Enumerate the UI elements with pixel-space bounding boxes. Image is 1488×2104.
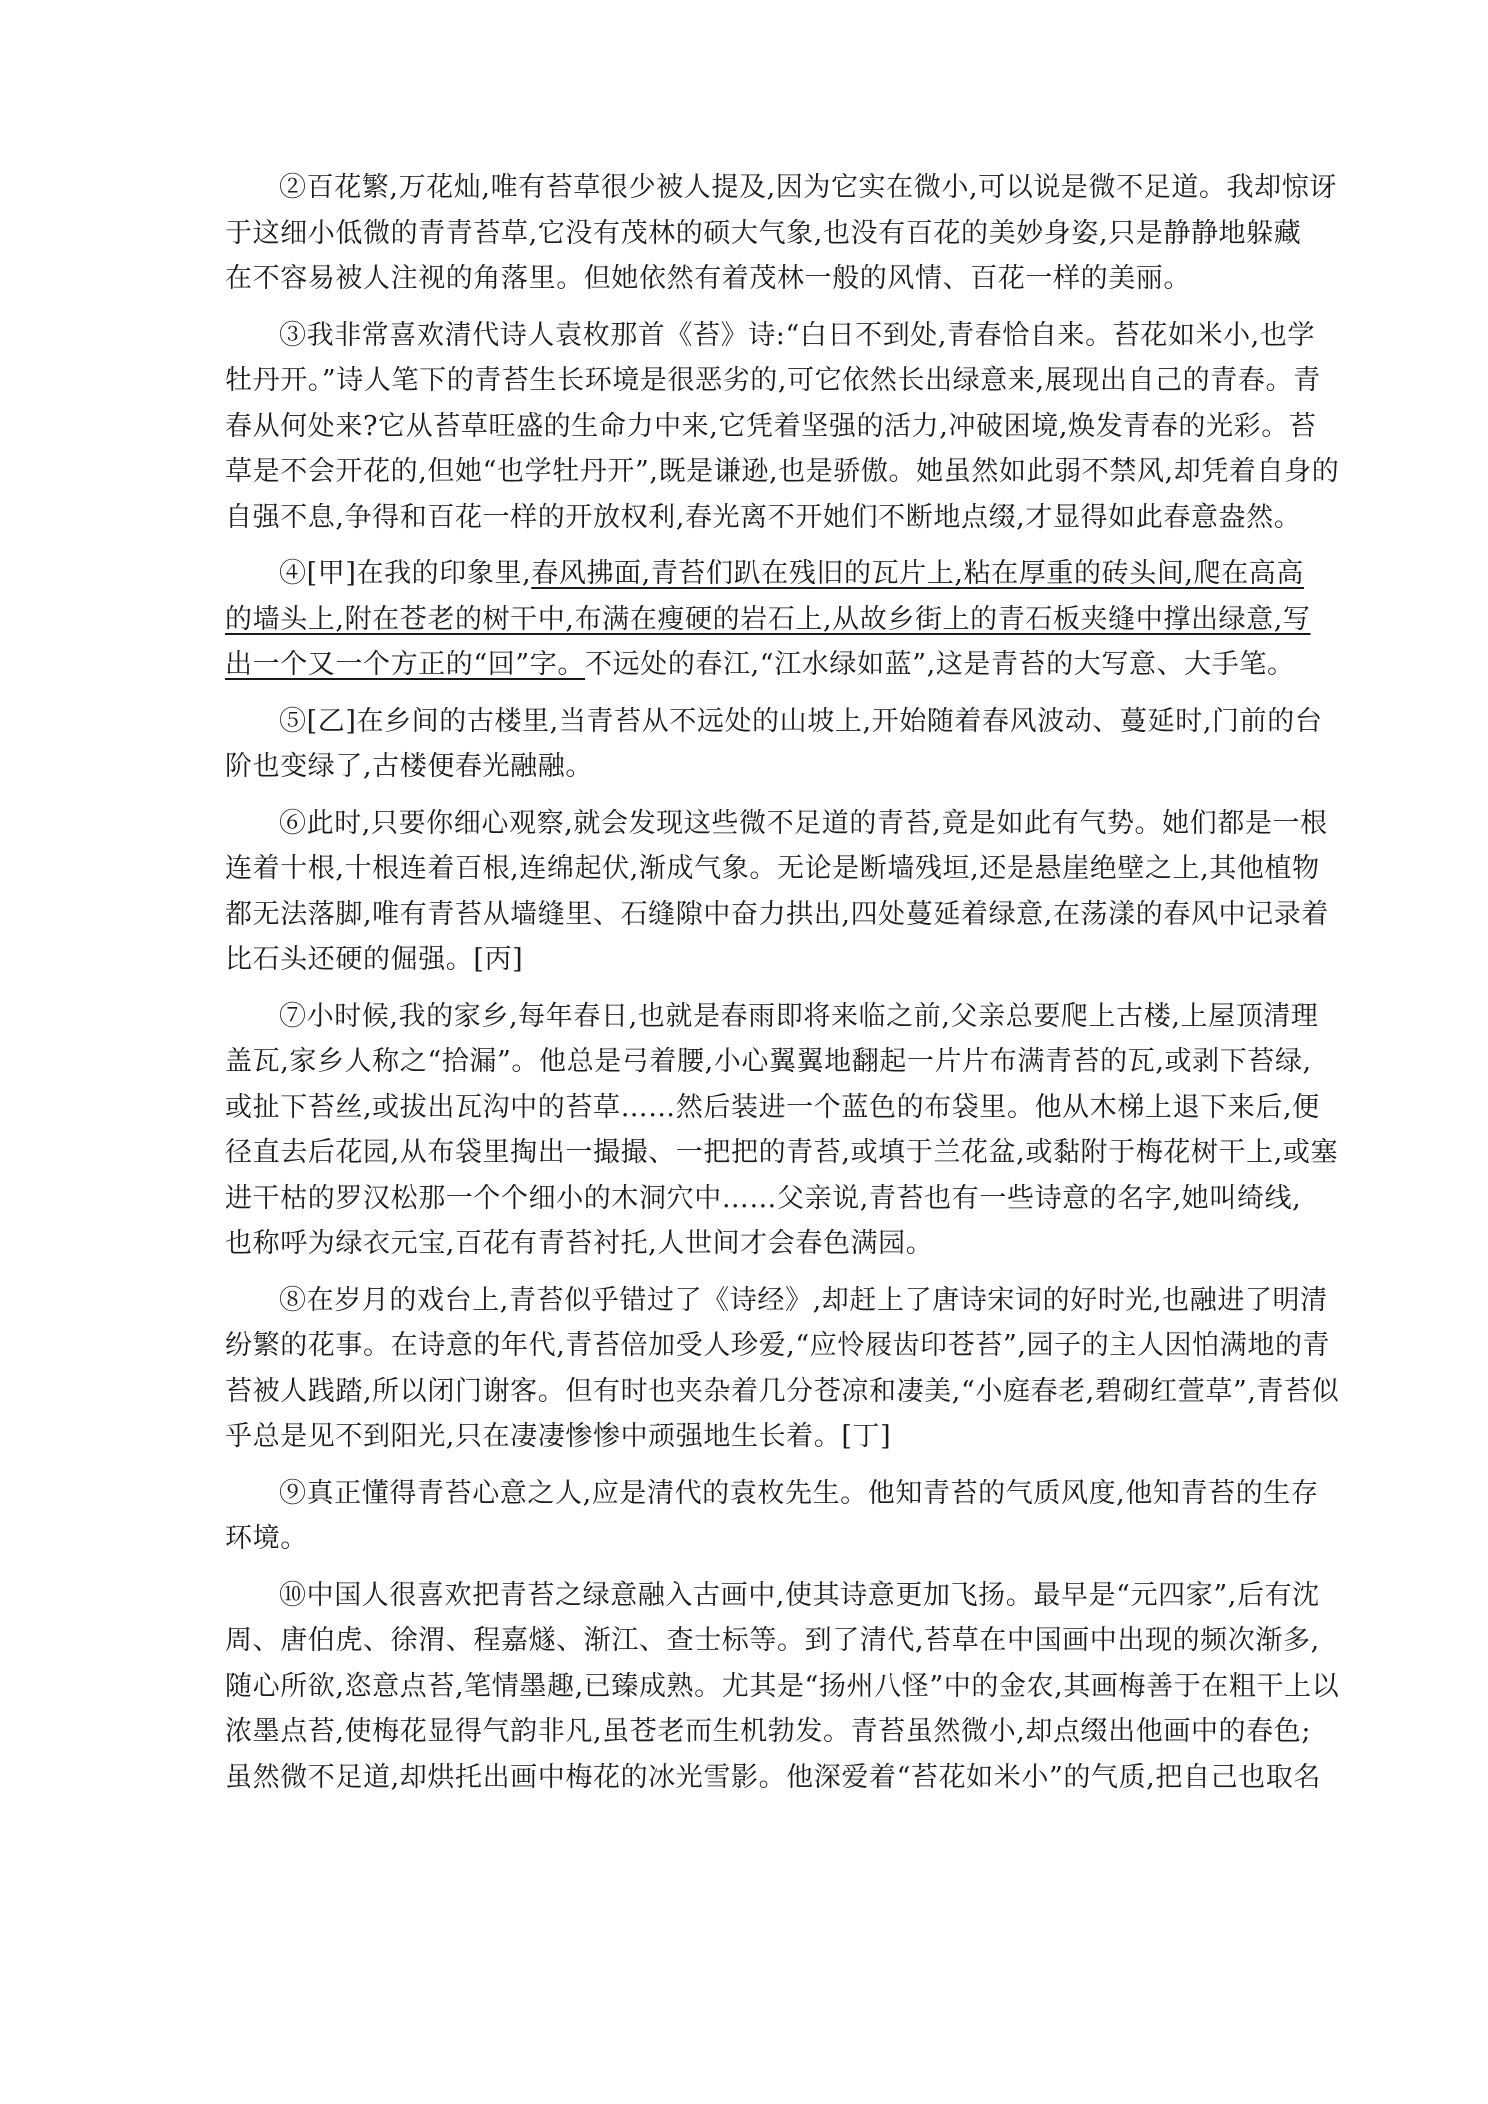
underlined-text: 的墙头上,附在苍老的树干中,布满在瘦硬的岩石上,从故乡街上的青石板夹缝中撑出绿意,写 xyxy=(225,603,1311,635)
text-line: 都无法落脚,唯有青苔从墙缝里、石缝隙中奋力拱出,四处蔓延着绿意,在荡漾的春风中记录着 xyxy=(225,898,1329,930)
text-line: 也称呼为绿衣元宝,百花有青苔衬托,人世间才会春色满园。 xyxy=(225,1228,934,1259)
paragraph-8 xyxy=(225,1278,1340,1460)
text-line: 纷繁的花事。在诗意的年代,青苔倍加受人珍爱,“应怜屐齿印苍苔”,园子的主人因怕满地的青 xyxy=(225,1330,1331,1361)
text-line: 于这细小低微的青青苔草,它没有茂林的硕大气象,也没有百花的美妙身姿,只是静静地躲藏 xyxy=(225,217,1302,249)
paragraph-3 xyxy=(225,313,1340,541)
text-line: 径直去后花园,从布袋里掏出一撮撮、一把把的青苔,或填于兰花盆,或黏附于梅花树干上,或塞 xyxy=(225,1137,1339,1168)
underlined-text: 出一个又一个方正的“回”字。 xyxy=(225,649,586,680)
paragraph-4 xyxy=(225,551,1311,688)
text-line: ⑤[乙]在乡间的古楼里,当青苔从不远处的山坡上,开始随着春风波动、蔓延时,门前的台 xyxy=(279,705,1323,737)
text-line: ⑧在岁月的戏台上,青苔似乎错过了《诗经》,却赶上了唐诗宋词的好时光,也融进了明清 xyxy=(279,1284,1328,1316)
paragraph-5 xyxy=(225,699,1323,790)
paragraph-7 xyxy=(225,994,1339,1267)
text-line: 或扯下苔丝,或拔出瓦沟中的苔草……然后装进一个蓝色的布袋里。他从木梯上退下来后,便 xyxy=(225,1091,1320,1123)
text-line: 虽然微不足道,却烘托出画中梅花的冰光雪影。他深爱着“苔花如米小”的气质,把自己也取名 xyxy=(225,1761,1321,1793)
text-line: 浓墨点苔,使梅花显得气韵非凡,虽苍老而生机勃发。青苔虽然微小,却点缀出他画中的春色; xyxy=(225,1716,1312,1747)
plain-text: 不远处的春江,“江水绿如蓝”,这是青苔的大写意、大手笔。 xyxy=(585,649,1295,680)
text-line: 比石头还硬的倔强。[丙] xyxy=(225,944,524,975)
paragraph-10 xyxy=(225,1573,1340,1801)
text-line: ⑥此时,只要你细心观察,就会发现这些微不足道的青苔,竟是如此有气势。她们都是一根 xyxy=(279,807,1328,839)
text-line: 环境。 xyxy=(225,1523,308,1554)
text-line: 周、唐伯虎、徐渭、程嘉燧、渐江、查士标等。到了清代,苔草在中国画中出现的频次渐多, xyxy=(225,1625,1320,1656)
text-line xyxy=(225,597,1311,643)
paragraph-6 xyxy=(225,801,1329,983)
text-line: ⑩中国人很喜欢把青苔之绿意融入古画中,使其诗意更加飞扬。最早是“元四家”,后有沈 xyxy=(279,1579,1320,1611)
document-page xyxy=(225,165,1340,1811)
paragraph-2 xyxy=(225,165,1337,302)
text-line: 牡丹开。”诗人笔下的青苔生长环境是很恶劣的,可它依然长出绿意来,展现出自己的青春。青 xyxy=(225,365,1321,396)
text-line: 苔被人践踏,所以闭门谢客。但有时也夹杂着几分苍凉和凄美,“小庭春老,碧砌红萱草”,青苔似 xyxy=(225,1375,1340,1407)
plain-text: ④[甲]在我的印象里, xyxy=(279,558,532,589)
text-line xyxy=(225,642,1295,688)
text-line: 乎总是见不到阳光,只在凄凄惨惨中顽强地生长着。[丁] xyxy=(225,1421,892,1452)
text-line: 进干枯的罗汉松那一个个细小的木洞穴中……父亲说,青苔也有一些诗意的名字,她叫绮线, xyxy=(225,1182,1302,1214)
text-line: 在不容易被人注视的角落里。但她依然有着茂林一般的风情、百花一样的美丽。 xyxy=(225,263,1191,294)
text-line: 盖瓦,家乡人称之“拾漏”。他总是弓着腰,小心翼翼地翻起一片片布满青苔的瓦,或剥下苔绿, xyxy=(225,1046,1312,1077)
text-line xyxy=(225,551,1304,597)
text-line: 草是不会开花的,但她“也学牡丹开”,既是谦逊,也是骄傲。她虽然如此弱不禁风,却凭着自身的 xyxy=(225,456,1340,487)
text-line: 随心所欲,恣意点苔,笔情墨趣,已臻成熟。尤其是“扬州八怪”中的金农,其画梅善于在粗干上以 xyxy=(225,1670,1340,1702)
text-line: 春从何处来?它从苔草旺盛的生命力中来,它凭着坚强的活力,冲破困境,焕发青春的光彩。苔 xyxy=(225,410,1317,442)
paragraph-9 xyxy=(225,1471,1319,1562)
text-line: 阶也变绿了,古楼便春光融融。 xyxy=(225,751,593,782)
text-line: ②百花繁,万花灿,唯有苔草很少被人提及,因为它实在微小,可以说是微不足道。我却惊讶 xyxy=(279,172,1337,203)
text-line: ⑦小时候,我的家乡,每年春日,也就是春雨即将来临之前,父亲总要爬上古楼,上屋顶清理 xyxy=(279,1000,1319,1032)
text-line: 自强不息,争得和百花一样的开放权利,春光离不开她们不断地点缀,才显得如此春意盎然。 xyxy=(225,501,1302,533)
text-line: ③我非常喜欢清代诗人袁枚那首《苔》诗:“白日不到处,青春恰自来。苔花如米小,也学 xyxy=(279,319,1316,351)
underlined-text: 春风拂面,青苔们趴在残旧的瓦片上,粘在厚重的砖头间,爬在高高 xyxy=(531,558,1304,589)
text-line: 连着十根,十根连着百根,连绵起伏,渐成气象。无论是断墙残垣,还是悬崖绝壁之上,其他植物 xyxy=(225,853,1320,884)
text-line: ⑨真正懂得青苔心意之人,应是清代的袁枚先生。他知青苔的气质风度,他知青苔的生存 xyxy=(279,1477,1319,1509)
